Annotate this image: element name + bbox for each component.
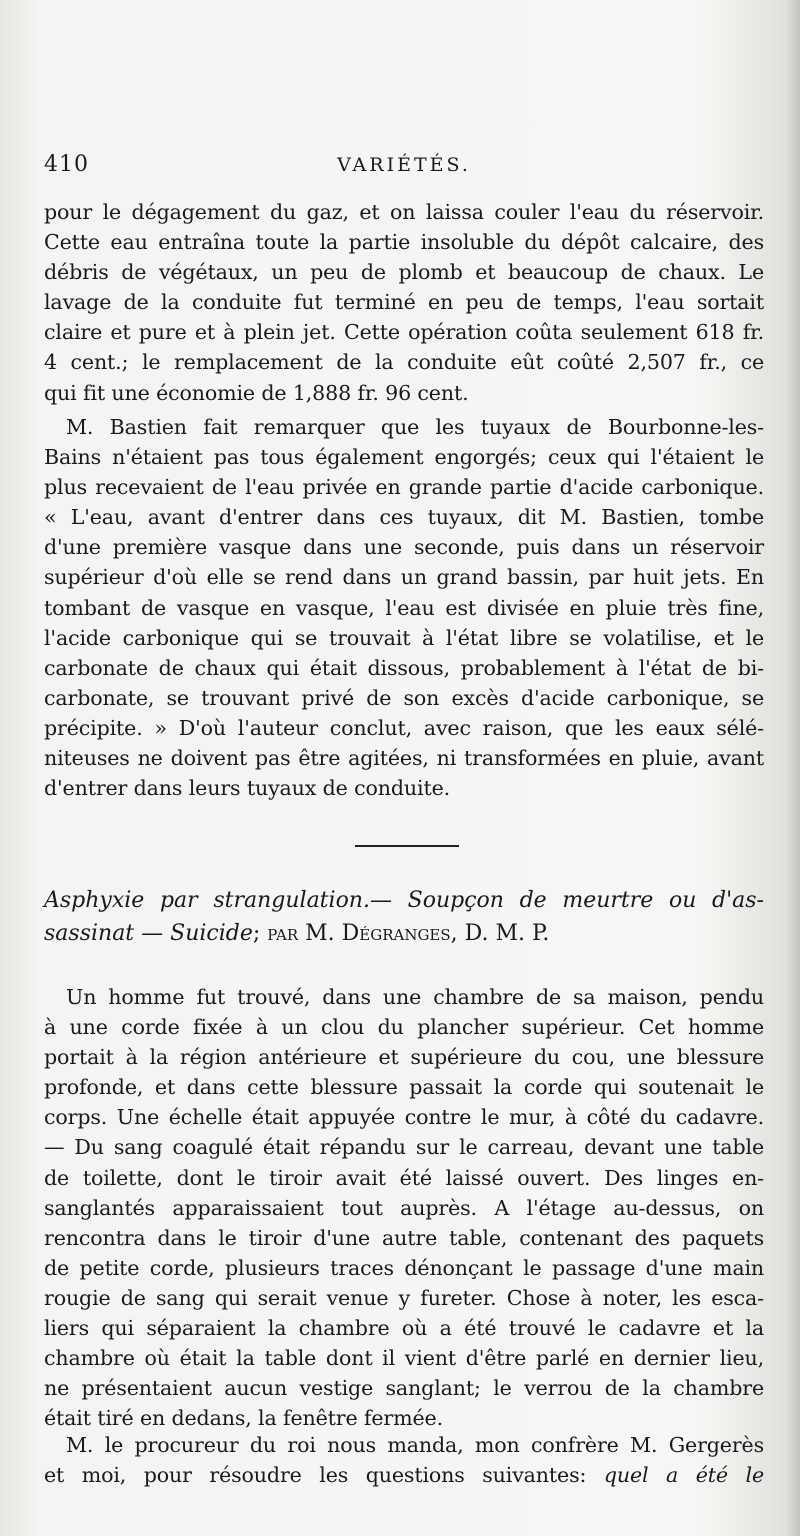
section-divider: [355, 845, 459, 847]
text-line: profonde, et dans cette blessure passait la corde qui soutenait le: [44, 1075, 764, 1100]
article-title-line-1: Asphyxie par strangulation.— Soupçon de meurtre ou d'as-: [44, 888, 764, 913]
text-line: d'entrer dans leurs tuyaux de conduite.: [44, 776, 451, 801]
paragraph-1: [44, 197, 764, 408]
running-head: VARIÉTÉS.: [337, 154, 471, 176]
text-line: de petite corde, plusieurs traces dénonçant le passage d'une main: [44, 1255, 764, 1280]
text-line: claire et pure et à plein jet. Cette opération coûta seulement 618 fr.: [44, 320, 764, 345]
paragraph-4: [44, 1430, 764, 1490]
text-line: M. le procureur du roi nous manda, mon confrère M. Gergerès: [66, 1433, 764, 1457]
text-line: [44, 1460, 764, 1490]
text-line: rencontra dans le tiroir d'une autre table, contenant des paquets: [44, 1225, 764, 1250]
text-line: ne présentaient aucun vestige sanglant; le verrou de la chambre: [44, 1376, 764, 1401]
text-line: précipite. » D'où l'auteur conclut, avec raison, que les eaux sélé-: [44, 715, 764, 740]
text-line: niteuses ne doivent pas être agitées, ni transformées en pluie, avant: [44, 746, 764, 771]
text-line-plain: et moi, pour résoudre les questions suivantes:: [44, 1463, 604, 1488]
text-line: M. Bastien fait remarquer que les tuyaux de Bourbonne-les-: [66, 415, 764, 439]
text-line: qui fit une économie de 1,888 fr. 96 cent.: [44, 380, 469, 405]
text-line: portait à la région antérieure et supérieure du cou, une blessure: [44, 1045, 764, 1070]
text-line: carbonate de chaux qui était dissous, probablement à l'état de bi-: [44, 655, 764, 680]
paragraph-2: [44, 412, 764, 803]
text-line: pour le dégagement du gaz, et on laissa couler l'eau du réservoir.: [44, 200, 764, 224]
text-line: plus recevaient de l'eau privée en grande partie d'acide carbonique.: [44, 475, 764, 500]
text-line: chambre où était la table dont il vient d'être parlé en dernier lieu,: [44, 1346, 764, 1371]
text-line: était tiré en dedans, la fenêtre fermée.: [44, 1406, 443, 1431]
text-line: d'une première vasque dans une seconde, puis dans un réservoir: [44, 535, 764, 560]
text-line: supérieur d'où elle se rend dans un grand bassin, par huit jets. En: [44, 565, 764, 590]
text-line: Un homme fut trouvé, dans une chambre de sa maison, pendu: [66, 985, 764, 1009]
text-line: à une corde fixée à un clou du plancher supérieur. Cet homme: [44, 1015, 764, 1040]
text-line: rougie de sang qui serait venue y fureter. Chose à noter, les esca-: [44, 1285, 764, 1310]
page-number: 410: [44, 152, 89, 177]
page-header: [44, 152, 764, 192]
article-title-author: ; par M. Dégranges, D. M. P.: [252, 921, 550, 946]
article-title-line-2: [44, 917, 764, 950]
text-line: tombant de vasque en vasque, l'eau est divisée en pluie très fine,: [44, 595, 764, 620]
text-line: Cette eau entraîna toute la partie insoluble du dépôt calcaire, des: [44, 230, 764, 255]
text-line: débris de végétaux, un peu de plomb et beaucoup de chaux. Le: [44, 260, 764, 285]
text-line: Bains n'étaient pas tous également engorgés; ceux qui l'étaient le: [44, 445, 764, 470]
text-line: sanglantés apparaissaient tout auprès. A l'étage au-dessus, on: [44, 1195, 764, 1220]
article-title: [44, 884, 764, 950]
paragraph-3: [44, 982, 764, 1433]
text-line: carbonate, se trouvant privé de son excès d'acide carbonique, se: [44, 685, 764, 710]
text-line-italic: quel a été le: [603, 1463, 764, 1488]
text-line: liers qui séparaient la chambre où a été trouvé le cadavre et la: [44, 1316, 764, 1341]
text-line: lavage de la conduite fut terminé en peu de temps, l'eau sortait: [44, 290, 764, 315]
text-line: « L'eau, avant d'entrer dans ces tuyaux, dit M. Bastien, tombe: [44, 505, 764, 530]
text-line: 4 cent.; le remplacement de la conduite eût coûté 2,507 fr., ce: [44, 350, 764, 375]
text-line: — Du sang coagulé était répandu sur le carreau, devant une table: [44, 1135, 764, 1160]
page-edge-shadow: [786, 0, 800, 1536]
text-line: corps. Une échelle était appuyée contre le mur, à côté du cadavre.: [44, 1105, 764, 1130]
article-title-italic-part: sassinat — Suicide: [44, 921, 253, 946]
text-line: de toilette, dont le tiroir avait été laissé ouvert. Des linges en-: [44, 1165, 764, 1190]
text-line: l'acide carbonique qui se trouvait à l'état libre se volatilise, et le: [44, 625, 764, 650]
